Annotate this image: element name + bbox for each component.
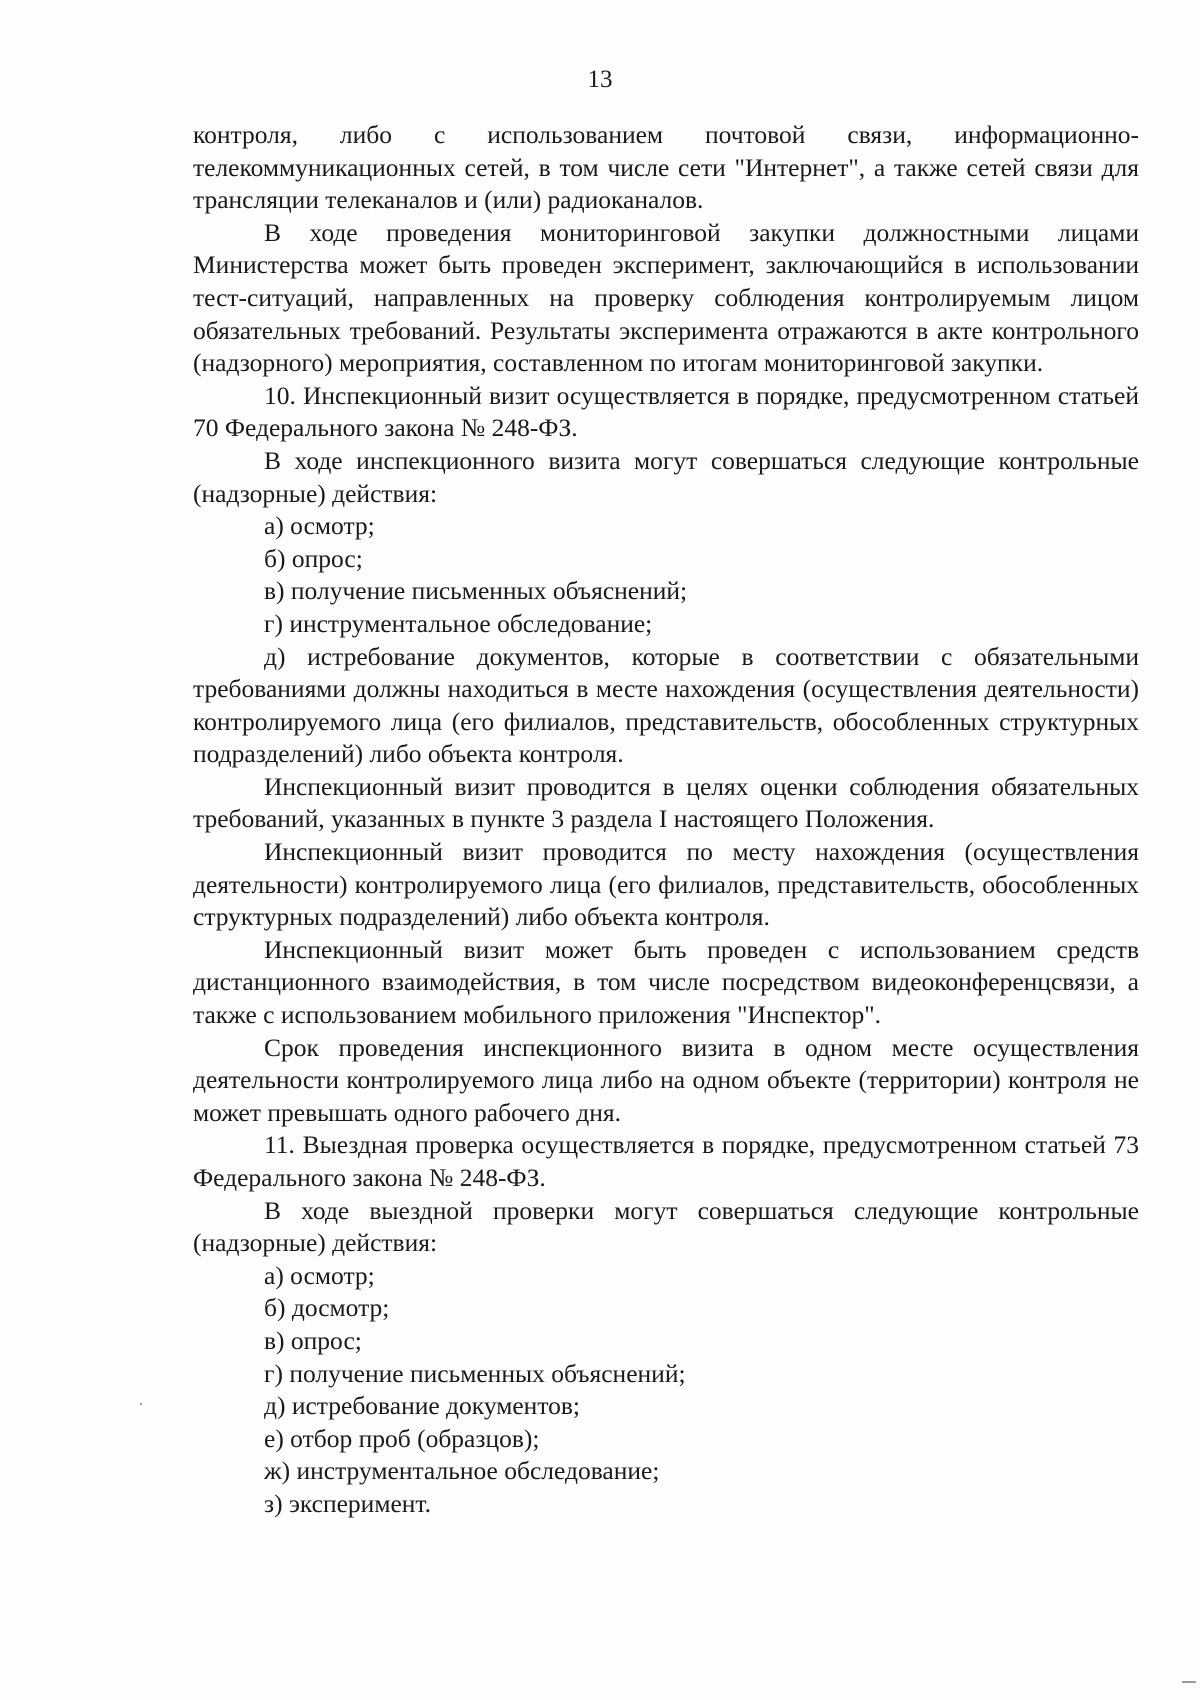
paragraph-visit-duration: Срок проведения инспекционного визита в одном месте осуществления деятельности контролируемого лица либо на одном объекте (территории) контроля не может превышать одного рабочего дня. xyxy=(193,1032,1139,1127)
list-item: г) получение письменных объяснений; xyxy=(264,1358,686,1388)
document-body xyxy=(193,119,1139,1521)
paragraph-item-11: 11. Выездная проверка осуществляется в порядке, предусмотренном статьей 73 Федерального закона № 248-ФЗ. xyxy=(193,1130,1139,1192)
list-item: а) осмотр; xyxy=(264,1260,375,1290)
page-number: 13 xyxy=(587,66,613,93)
paragraph-visit-location: Инспекционный визит проводится по месту нахождения (осуществления деятельности) контролируемого лица (его филиалов, представительств, обособленных структурных подразделений) либо объекта контроля. xyxy=(193,837,1139,932)
scan-artifact-dash xyxy=(1182,1681,1196,1683)
paragraph-visit-purpose: Инспекционный визит проводится в целях оценки соблюдения обязательных требований, указанных в пункте 3 раздела I настоящего Положения. xyxy=(193,771,1139,834)
scan-artifact-dot xyxy=(140,1403,142,1405)
list-item: в) опрос; xyxy=(264,1325,362,1355)
list-item: ж) инструментальное обследование; xyxy=(264,1456,660,1486)
list-item: б) опрос; xyxy=(264,543,363,573)
list-item: г) инструментальное обследование; xyxy=(264,608,653,638)
paragraph-item-10: 10. Инспекционный визит осуществляется в порядке, предусмотренном статьей 70 Федерального закона № 248-ФЗ. xyxy=(193,380,1139,443)
list-item: в) получение письменных объяснений; xyxy=(264,576,688,606)
paragraph-visit-actions-intro: В ходе инспекционного визита могут совершаться следующие контрольные (надзорные) действия: xyxy=(193,445,1139,508)
list-item: д) истребование документов; xyxy=(264,1391,581,1421)
list-item: з) эксперимент. xyxy=(264,1488,432,1518)
list-item: е) отбор проб (образцов); xyxy=(264,1423,540,1453)
list-item-long: д) истребование документов, которые в соответствии с обязательными требованиями должны находиться в месте нахождения (осуществления деятельности) контролируемого лица (его филиалов, представительств, обособленных структурных подразделений) либо объекта контроля. xyxy=(193,641,1139,769)
paragraph-continuation: контроля, либо с использованием почтовой связи, информационно-телекоммуникационных сетей, в том числе сети "Интернет", а также сетей связи для трансляции телеканалов и (или) радиоканалов. xyxy=(193,120,1139,215)
paragraph-experiment: В ходе проведения мониторинговой закупки должностными лицами Министерства может быть проведен эксперимент, заключающийся в использовании тест-ситуаций, направленных на проверку соблюдения контролируемым лицом обязательных требований. Результаты эксперимента отражаются в акте контрольного (надзорного) мероприятия, составленном по итогам мониторинговой закупки. xyxy=(193,217,1139,378)
paragraph-visit-remote: Инспекционный визит может быть проведен с использованием средств дистанционного взаимодействия, в том числе посредством видеоконференцсвязи, а также с использованием мобильного приложения "Инспектор". xyxy=(193,934,1139,1030)
list-item: а) осмотр; xyxy=(264,511,375,541)
list-item: б) досмотр; xyxy=(264,1293,390,1323)
paragraph-inspection-actions-intro: В ходе выездной проверки могут совершаться следующие контрольные (надзорные) действия: xyxy=(193,1195,1139,1258)
